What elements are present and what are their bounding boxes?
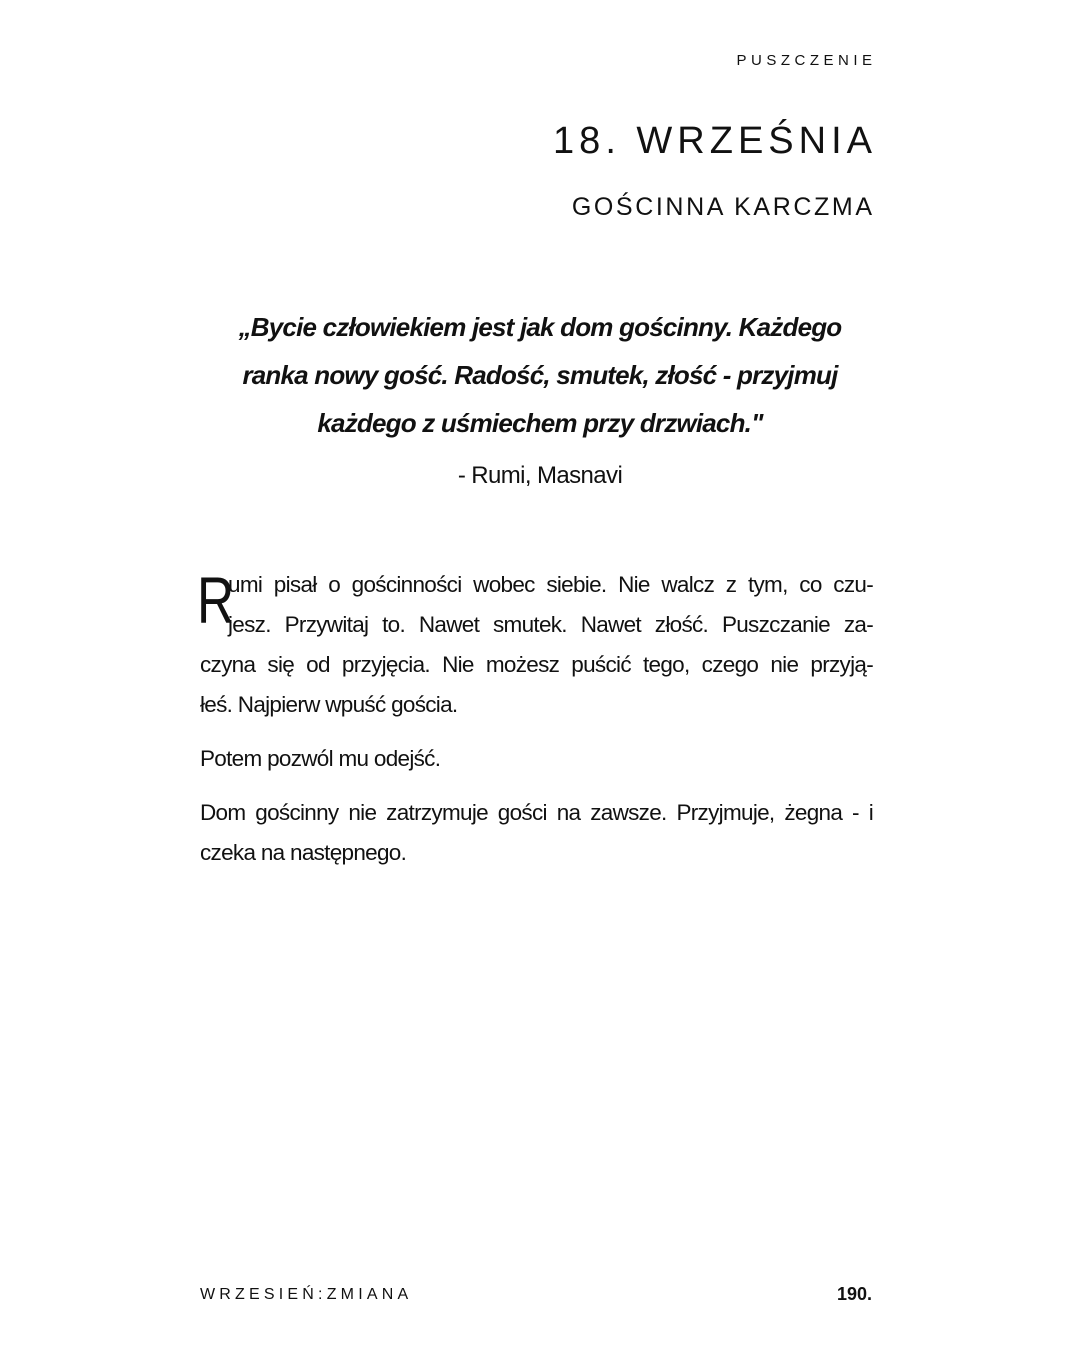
paragraph-1 — [197, 563, 873, 725]
body-line: czyna się od przyjęcia. Nie możesz puścić tego, czego nie przyją- — [200, 652, 873, 677]
body-line: czeka na następnego. — [200, 840, 407, 865]
quote-line: „Bycie człowiekiem jest jak dom gościnny. Każdego — [238, 312, 842, 342]
body-text — [197, 563, 873, 873]
drop-cap: R — [197, 563, 235, 637]
footer-section: WRZESIEŃ:ZMIANA — [200, 1286, 413, 1303]
page-subtitle: GOŚCINNA KARCZMA — [571, 193, 875, 221]
body-line: jesz. Przywitaj to. Nawet smutek. Nawet złość. Puszczanie za- — [228, 612, 873, 637]
page-title: 18. WRZEŚNIA — [553, 120, 877, 162]
running-header: PUSZCZENIE — [736, 52, 877, 69]
quote-line: ranka nowy gość. Radość, smutek, złość - przyjmuj — [242, 360, 838, 390]
body-line: umi pisał o gościnności wobec siebie. Nie walcz z tym, co czu- — [228, 572, 873, 597]
quote-attribution: - Rumi, Masnavi — [457, 462, 623, 489]
paragraph-3 — [200, 793, 873, 873]
epigraph-quote — [150, 303, 930, 447]
body-line: Dom gościnny nie zatrzymuje gości na zawsze. Przyjmuje, żegna - i — [200, 800, 873, 825]
page-number: 190. — [836, 1284, 872, 1304]
quote-line: każdego z uśmiechem przy drzwiach." — [317, 408, 763, 438]
paragraph-2: Potem pozwól mu odejść. — [200, 746, 441, 771]
body-line: łeś. Najpierw wpuść gościa. — [200, 692, 458, 717]
